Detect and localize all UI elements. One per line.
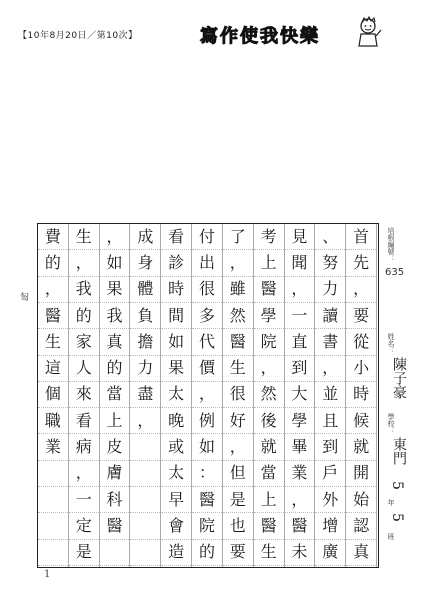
grid-cell: 增 <box>315 513 345 539</box>
grid-cell: 就 <box>254 434 284 460</box>
grid-cell: 先 <box>346 250 376 276</box>
grid-column <box>285 224 316 567</box>
review-score: 635 <box>385 267 405 278</box>
grid-cell: 是 <box>223 487 253 513</box>
grid-column <box>223 224 254 567</box>
class-value: 5 <box>389 513 405 522</box>
grid-cell: 職 <box>38 408 68 434</box>
grid-cell: 我 <box>69 277 99 303</box>
grid-column <box>161 224 192 567</box>
grid-cell: ， <box>69 250 99 276</box>
grid-cell: 上 <box>254 250 284 276</box>
grid-cell: 付 <box>192 224 222 250</box>
grid-cell: 看 <box>69 408 99 434</box>
date-label: 【10年8月20日／第10次】 <box>18 31 138 41</box>
grid-cell: 時 <box>346 382 376 408</box>
grid-cell: ， <box>223 434 253 460</box>
grid-cell: 醫 <box>223 329 253 355</box>
margin-correction-mark: 匋 <box>18 292 28 301</box>
grid-cell: 讀 <box>315 303 345 329</box>
grid-cell: 戶 <box>315 461 345 487</box>
grid-cell: 當 <box>100 382 130 408</box>
grid-column <box>346 224 377 567</box>
grid-cell: 直 <box>285 329 315 355</box>
grid-cell: 間 <box>161 303 191 329</box>
grid-cell: 晚 <box>161 408 191 434</box>
grid-cell: 醫 <box>254 277 284 303</box>
grid-cell: 如 <box>192 434 222 460</box>
grid-cell: 醫 <box>254 513 284 539</box>
grid-cell: ， <box>69 461 99 487</box>
grid-column <box>100 224 131 567</box>
grid-cell: ， <box>38 277 68 303</box>
grid-cell: 或 <box>161 434 191 460</box>
grid-cell: 代 <box>192 329 222 355</box>
grid-cell <box>38 487 68 513</box>
grid-cell: 院 <box>192 513 222 539</box>
grid-cell: 廣 <box>315 540 345 566</box>
grid-cell: ， <box>254 356 284 382</box>
grid-cell: 上 <box>254 487 284 513</box>
grid-cell: 上 <box>100 408 130 434</box>
grid-cell <box>130 434 160 460</box>
grid-cell: 是 <box>69 540 99 566</box>
grid-cell: 早 <box>161 487 191 513</box>
grid-cell: 小 <box>346 356 376 382</box>
grid-cell <box>130 487 160 513</box>
grid-cell: 的 <box>100 356 130 382</box>
grid-cell: ， <box>223 250 253 276</box>
grid-cell: 開 <box>346 461 376 487</box>
grid-cell <box>100 540 130 566</box>
grid-cell: ， <box>100 224 130 250</box>
grid-cell: 果 <box>100 277 130 303</box>
grid-cell: 太 <box>161 382 191 408</box>
school-name: 東門 <box>391 437 407 465</box>
grid-cell: 未 <box>285 540 315 566</box>
grid-cell: 認 <box>346 513 376 539</box>
grid-cell: ， <box>346 277 376 303</box>
grid-cell: 生 <box>69 224 99 250</box>
student-name: 陳子豪 <box>391 357 407 399</box>
grid-cell: 也 <box>223 513 253 539</box>
grid-column <box>192 224 223 567</box>
grid-cell: 身 <box>130 250 160 276</box>
grid-cell: 首 <box>346 224 376 250</box>
grid-cell: 例 <box>192 408 222 434</box>
grid-cell: 病 <box>69 434 99 460</box>
grid-cell: 的 <box>192 540 222 566</box>
grid-cell: 醫 <box>285 513 315 539</box>
grid-cell: 當 <box>254 461 284 487</box>
grid-cell: 書 <box>315 329 345 355</box>
grid-cell: 畢 <box>285 434 315 460</box>
grid-cell: 果 <box>161 356 191 382</box>
grid-column <box>130 224 161 567</box>
grid-cell: 且 <box>315 408 345 434</box>
grid-cell <box>130 540 160 566</box>
grid-cell: ， <box>285 487 315 513</box>
page-header <box>8 22 418 48</box>
grid-cell: 膚 <box>100 461 130 487</box>
grid-cell: 始 <box>346 487 376 513</box>
grid-cell: 的 <box>38 250 68 276</box>
grid-cell: 學 <box>285 408 315 434</box>
grade-value: 5 <box>389 481 405 490</box>
grid-cell: 業 <box>285 461 315 487</box>
grid-cell: 費 <box>38 224 68 250</box>
grid-cell: 多 <box>192 303 222 329</box>
grid-cell: 業 <box>38 434 68 460</box>
grid-cell: 生 <box>223 356 253 382</box>
grid-cell <box>38 513 68 539</box>
grid-cell: 診 <box>161 250 191 276</box>
grid-cell: 出 <box>192 250 222 276</box>
grid-cell: 努 <box>315 250 345 276</box>
grid-cell: 我 <box>100 303 130 329</box>
grid-cell: 醫 <box>38 303 68 329</box>
grid-cell: 科 <box>100 487 130 513</box>
grid-cell: 一 <box>285 303 315 329</box>
grid-column <box>69 224 100 567</box>
grid-cell: 的 <box>69 303 99 329</box>
grid-cell: 體 <box>130 277 160 303</box>
grade-suffix: 年 <box>387 499 395 506</box>
grid-cell: 、 <box>315 224 345 250</box>
grid-cell: 學 <box>254 303 284 329</box>
banner-title: 寫作使我快樂 <box>200 26 320 47</box>
class-suffix: 班 <box>387 533 395 540</box>
grid-cell: 負 <box>130 303 160 329</box>
grid-cell: 真 <box>100 329 130 355</box>
student-info-panel <box>383 223 418 568</box>
grid-cell: ， <box>192 382 222 408</box>
grid-cell: 生 <box>254 540 284 566</box>
grid-cell: 要 <box>346 303 376 329</box>
grid-cell: 就 <box>346 434 376 460</box>
school-label: 學校： <box>387 413 395 434</box>
grid-cell: 候 <box>346 408 376 434</box>
grid-cell: 很 <box>223 382 253 408</box>
grid-cell: 見 <box>285 224 315 250</box>
grid-cell: 力 <box>315 277 345 303</box>
grid-cell: 醫 <box>192 487 222 513</box>
grid-cell: 會 <box>161 513 191 539</box>
grid-cell: 這 <box>38 356 68 382</box>
grid-cell: 醫 <box>100 513 130 539</box>
grid-column <box>38 224 69 567</box>
review-label: 培根編號： <box>387 227 395 262</box>
grid-cell: 大 <box>285 382 315 408</box>
grid-cell: 聞 <box>285 250 315 276</box>
grid-cell: 並 <box>315 382 345 408</box>
grid-cell <box>130 513 160 539</box>
grid-cell: 看 <box>161 224 191 250</box>
grid-cell: 太 <box>161 461 191 487</box>
page-mark: 1 <box>44 569 51 580</box>
grid-cell: 個 <box>38 382 68 408</box>
grid-cell: 力 <box>130 356 160 382</box>
grid-cell: 盡 <box>130 382 160 408</box>
grid-cell: 皮 <box>100 434 130 460</box>
grid-cell: 時 <box>161 277 191 303</box>
kid-writing-icon <box>354 16 382 50</box>
grid-cell: 家 <box>69 329 99 355</box>
writing-grid <box>37 223 379 568</box>
grid-cell: 生 <box>38 329 68 355</box>
grid-column <box>254 224 285 567</box>
grid-cell: 外 <box>315 487 345 513</box>
grid-cell: 人 <box>69 356 99 382</box>
grid-cell: 到 <box>285 356 315 382</box>
grid-cell: ： <box>192 461 222 487</box>
grid-cell: 但 <box>223 461 253 487</box>
grid-cell: 然 <box>254 382 284 408</box>
grid-cell: 來 <box>69 382 99 408</box>
name-label: 姓名： <box>387 333 395 354</box>
grid-cell <box>38 461 68 487</box>
grid-cell <box>38 540 68 566</box>
grid-cell: 然 <box>223 303 253 329</box>
grid-cell: 造 <box>161 540 191 566</box>
grid-cell: 從 <box>346 329 376 355</box>
grid-cell: 雖 <box>223 277 253 303</box>
grid-cell: 很 <box>192 277 222 303</box>
grid-column <box>315 224 346 567</box>
grid-cell: 擔 <box>130 329 160 355</box>
grid-cell: 定 <box>69 513 99 539</box>
grid-cell: 價 <box>192 356 222 382</box>
grid-cell <box>130 461 160 487</box>
grid-cell: ， <box>315 356 345 382</box>
grid-cell: 好 <box>223 408 253 434</box>
grid-cell: 如 <box>100 250 130 276</box>
grid-cell: 成 <box>130 224 160 250</box>
grid-cell: 考 <box>254 224 284 250</box>
grid-cell: 院 <box>254 329 284 355</box>
grid-cell: 到 <box>315 434 345 460</box>
grid-cell: 如 <box>161 329 191 355</box>
grid-cell: 了 <box>223 224 253 250</box>
grid-cell: 後 <box>254 408 284 434</box>
grid-cell: ， <box>130 408 160 434</box>
grid-cell: ， <box>285 277 315 303</box>
grid-cell: 真 <box>346 540 376 566</box>
grid-cell: 一 <box>69 487 99 513</box>
grid-cell: 要 <box>223 540 253 566</box>
